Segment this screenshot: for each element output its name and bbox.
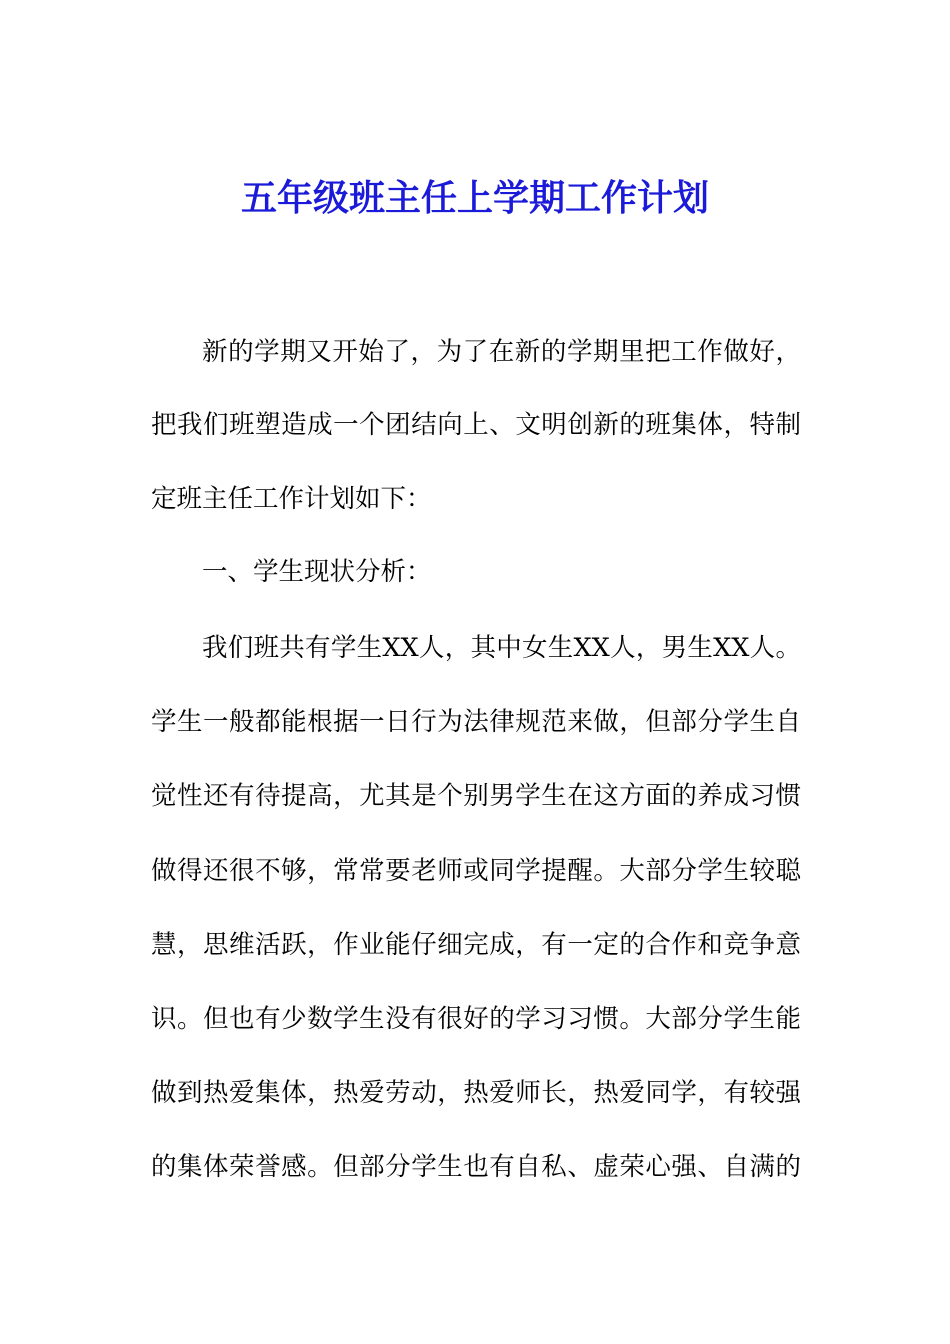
paragraph-line: 把我们班塑造成一个团结向上、文明创新的班集体，特制 xyxy=(151,410,801,440)
paragraph-line: 慧，思维活跃，作业能仔细完成，有一定的合作和竞争意 xyxy=(151,930,801,960)
paragraph-line: 学生一般都能根据一日行为法律规范来做，但部分学生自 xyxy=(151,707,801,737)
paragraph-line: 做得还很不够，常常要老师或同学提醒。大部分学生较聪 xyxy=(151,856,801,886)
section-heading: 一、学生现状分析： xyxy=(202,557,432,587)
paragraph-line: 定班主任工作计划如下： xyxy=(151,484,432,514)
document-title: 五年级班主任上学期工作计划 xyxy=(240,177,709,219)
paragraph-line: 新的学期又开始了，为了在新的学期里把工作做好， xyxy=(202,337,801,367)
paragraph-line: 的集体荣誉感。但部分学生也有自私、虚荣心强、自满的 xyxy=(151,1152,801,1182)
paragraph-line: 觉性还有待提高，尤其是个别男学生在这方面的养成习惯 xyxy=(151,781,801,811)
paragraph-line: 识。但也有少数学生没有很好的学习习惯。大部分学生能 xyxy=(151,1004,801,1034)
paragraph-line: 我们班共有学生XX人，其中女生XX人，男生XX人。 xyxy=(202,633,801,663)
paragraph-line: 做到热爱集体，热爱劳动，热爱师长，热爱同学，有较强 xyxy=(151,1078,801,1108)
